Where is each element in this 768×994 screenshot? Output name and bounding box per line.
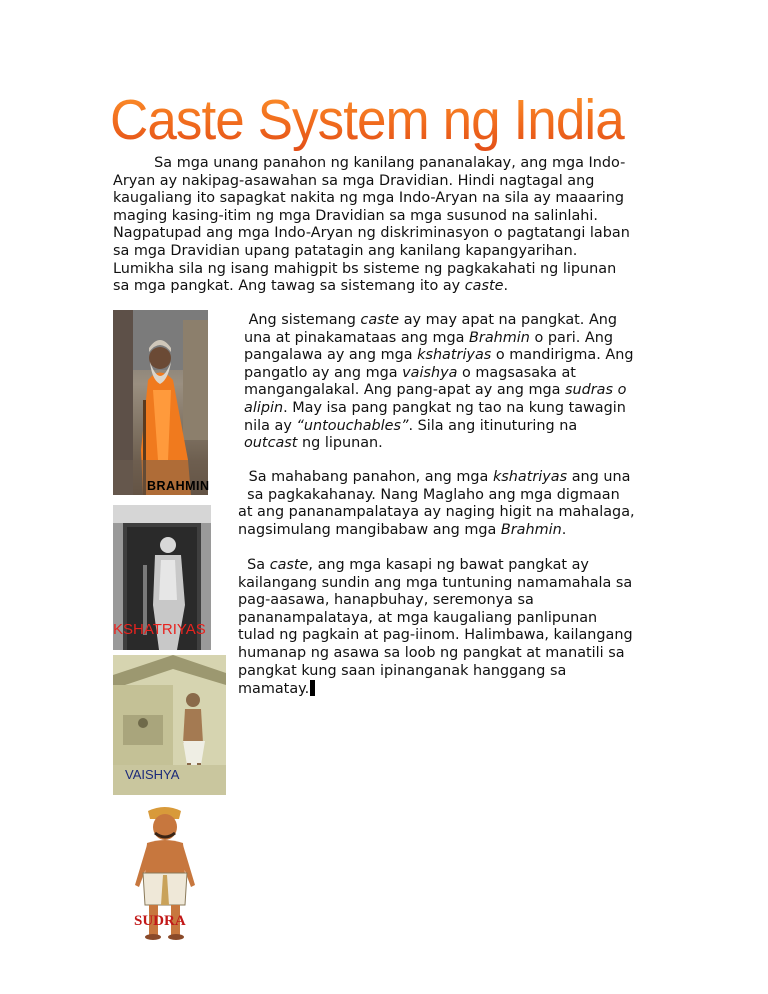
emphasis-text: “untouchables” [296,417,409,434]
text-run: o mandirigma. Ang [491,347,634,364]
text-run: . [561,521,567,538]
sudra-caption: SUDRA [134,913,186,929]
text-line [238,522,635,540]
text-line: Nagpatupad ang mga Indo-Aryan ng diskriminasyon o pagtatangi laban [113,225,630,242]
text-line [244,400,633,418]
text-run: ay may apat na pangkat. Ang [399,312,618,328]
text-line: pangkat kung saan ipinanganak hanggang sa [238,662,567,679]
brahmin-image [113,310,208,495]
text-run: una at pinakamataas ang mga [244,329,470,346]
text-run: Sa [238,557,270,573]
emphasis-text: caste [360,312,400,328]
text-run: nila ay [244,417,297,434]
text-run: . [503,278,509,295]
text-run: ang una [567,469,631,485]
intro-paragraph [113,155,630,296]
emphasis-text: caste [269,557,309,573]
text-line [238,680,633,699]
vaishya-caption: VAISHYA [125,767,180,782]
text-line [113,278,630,296]
text-cursor [310,680,315,696]
text-line: sa mga Dravidian upang patatagin ang kanilang kapangyarihan. [113,242,578,259]
emphasis-text: caste [464,278,504,295]
text-run: Sa mahabang panahon, ang mga [244,469,493,485]
text-line: Sa mga unang panahon ng kanilang pananalakay, ang mga Indo- [113,155,626,171]
text-line [244,418,633,436]
caste-groups-paragraph [244,312,633,453]
text-line [238,469,635,487]
emphasis-text: kshatriyas [492,469,568,485]
text-run: Ang sistemang [244,312,361,328]
text-run: nagsimulang mangibabaw ang mga [238,521,501,538]
text-line [244,330,633,348]
text-run: pangatlo ay ang mga [244,364,403,381]
kshatriyas-paragraph [238,469,635,539]
text-line [244,347,633,365]
text-line: Lumikha sila ng isang mahigpit bs sisteme ng pagkakahati ng lipunan [113,260,617,277]
text-line: kailangang sundin ang mga tuntuning namamahala sa [238,574,633,591]
text-run: . May isa pang pangkat ng tao na kung tawagin [283,399,626,416]
text-line: tulad ng pagkain at pag-iinom. Halimbawa, kailangang [238,627,633,644]
text-line: humanap ng asawa sa loob ng pangkat at manatili sa [238,644,625,661]
text-run: o pari. Ang [529,329,613,346]
text-line: kaugaliang ito sapagkat nakita ng mga Indo-Aryan na sila ay maaaring [113,190,625,207]
text-line [238,557,633,575]
emphasis-text: Brahmin [469,329,530,346]
text-line [244,365,633,383]
caste-rules-paragraph [238,557,633,699]
kshatriyas-caption: KSHATRIYAS [113,621,206,638]
emphasis-text: vaishya [402,364,458,381]
text-run: mangangalakal. Ang pang-apat ay ang mga [244,382,566,399]
text-line: pananampalataya, at mga kaugaliang panlipunan [238,609,598,626]
emphasis-text: kshatriyas [417,347,492,364]
text-line: at ang pananampalataya ay naging higit na mahalaga, [238,504,635,521]
text-run: mamatay. [238,681,310,698]
text-line [244,312,633,330]
text-line: maging kasing-itim ng mga Dravidian sa mga susunod na salinlahi. [113,207,598,224]
text-run: . Sila ang itinuturing na [408,417,578,434]
text-run: sa mga pangkat. Ang tawag sa sistemang ito ay [113,278,465,295]
emphasis-text: alipin [244,399,284,416]
emphasis-text: sudras o [565,382,627,399]
text-line: Aryan ay nakipag-asawahan sa mga Dravidian. Hindi nagtagal ang [113,172,595,189]
text-run: pangalawa ay ang mga [244,347,418,364]
text-line: pag-aasawa, hanapbuhay, seremonya sa [238,592,534,609]
text-line [244,382,633,400]
emphasis-text: Brahmin [500,521,562,538]
text-line: sa pagkakahanay. Nang Maglaho ang mga digmaan [238,486,620,503]
text-run: ng lipunan. [297,435,383,452]
brahmin-caption: BRAHMIN [147,479,210,493]
text-run: o magsasaka at [457,364,576,381]
text-run: , ang mga kasapi ng bawat pangkat ay [308,557,589,573]
page-title: Caste System ng India [110,84,631,156]
emphasis-text: outcast [244,435,298,452]
text-line [244,435,633,453]
